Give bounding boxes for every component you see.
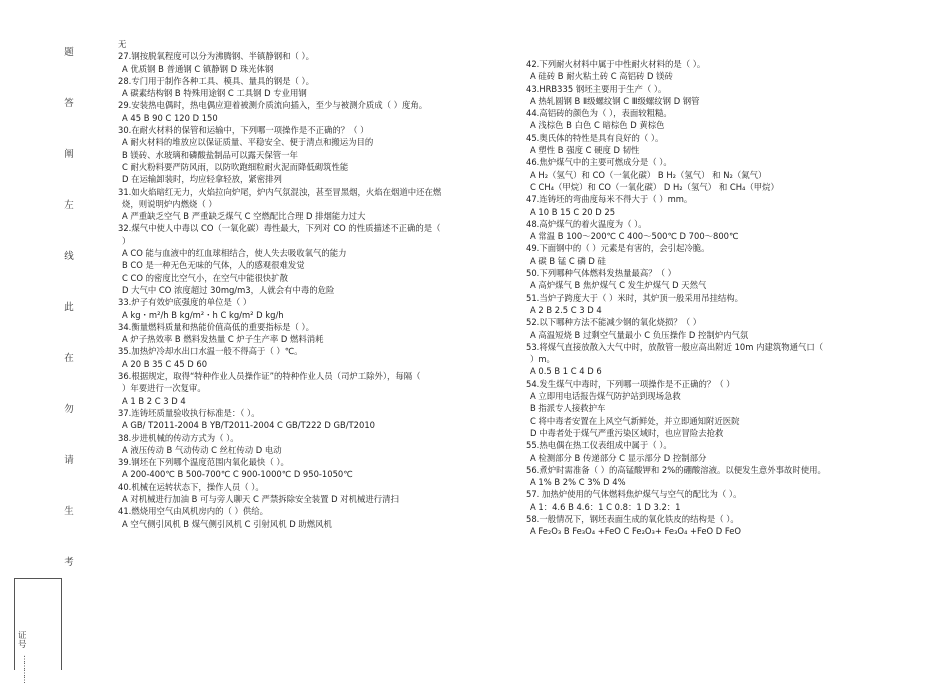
option-line: A 0.5 B 1 C 4 D 6 (530, 366, 602, 377)
question-line: 44.高铝砖的颜色为（ ），表面较粗糙。 (526, 108, 672, 119)
question-line: 46.焦炉煤气中的主要可燃成分是（ ）。 (526, 157, 672, 168)
margin-char: 在 (64, 353, 74, 364)
question-line: 无 (118, 39, 127, 49)
margin-char: 生 (64, 506, 74, 517)
option-line: A 20 B 35 C 45 D 60 (122, 358, 208, 369)
question-line: 48.高炉煤气的着火温度为（ ）。 (526, 218, 647, 229)
option-line: A CO 能与血液中的红血球相结合，使人失去吸收氧气的能力 (122, 248, 347, 259)
option-line: A 200-400℃ B 500-700℃ C 900-1000℃ D 950-1050℃ (122, 469, 353, 480)
question-line: 35.加热炉冷却水出口水温一般不得高于（ ）℃。 (118, 346, 303, 357)
question-continuation: 烧，则说明炉内燃烧（ ） (122, 198, 217, 209)
option-line: A 1% B 2% C 3% D 4% (530, 477, 626, 488)
question-line: 54.发生煤气中毒时，下列哪一项操作是不正确的？（ ） (526, 378, 735, 389)
question-line: 53.将煤气直接放散入大气中时，放散管一般应高出附近 10m 内建筑物通气口（ (526, 341, 824, 352)
option-line: A GB/ T2011-2004 B YB/T2011-2004 C GB/T222 D GB/T2010 (122, 420, 375, 431)
option-line: A 热轧圆钢 B Ⅱ级螺纹钢 C Ⅲ级螺纹钢 D 钢管 (530, 95, 700, 106)
id-number-dashes: ………… (22, 655, 31, 683)
margin-char: 阐 (64, 149, 74, 160)
option-line: B CO 是一种无色无味的气体，人的感观很难发觉 (122, 260, 305, 271)
question-line: 30.在耐火材料的保管和运输中，下列哪一项操作是不正确的？（ ） (118, 125, 369, 136)
option-line: A 碳素结构钢 B 特殊用途钢 C 工具钢 D 专业用钢 (122, 88, 307, 99)
option-line: A 塑性 B 强度 C 硬度 D 韧性 (530, 145, 640, 156)
question-line: 37.连铸坯质量验收执行标准是：（ ）。 (118, 407, 260, 418)
option-line: A 空气侧引风机 B 煤气侧引风机 C 引射风机 D 助燃风机 (122, 518, 332, 529)
option-line: C 耐火粉料要严防风雨，以防吹跑细粒耐火泥而降低砌筑性能 (122, 161, 349, 172)
margin-char: 此 (64, 302, 74, 313)
question-line: 42.下列耐火材料中属于中性耐火材料的是（ ）。 (526, 59, 706, 69)
question-line: 31.如火焰暗红无力，火焰拉向炉尾，炉内气氛混浊，甚至冒黑烟，火焰在烟道中还在燃 (118, 186, 442, 197)
question-line: 52.以下哪种方法不能减少钢的氧化烧损？（ ） (526, 317, 702, 328)
option-line: B 指派专人接救护车 (530, 403, 606, 414)
right-question-column (526, 58, 934, 538)
question-line: 36.根据规定，取得“特种作业人员操作证”的特种作业人员（司炉工除外），每隔（ (118, 371, 421, 382)
option-line: A 严重缺乏空气 B 严重缺乏煤气 C 空燃配比合理 D 排烟能力过大 (122, 211, 366, 222)
option-line: C 将中毒者安置在上风空气新鲜处，并立即通知附近医院 (530, 415, 740, 426)
margin-char: 题 (64, 47, 74, 58)
question-line: 27.钢按脱氧程度可以分为沸腾钢、半镇静钢和（ ）。 (118, 51, 315, 62)
option-line: A 检测部分 B 传递部分 C 显示部分 D 控制部分 (530, 452, 707, 463)
option-line: A 高炉煤气 B 焦炉煤气 C 发生炉煤气 D 天然气 (530, 280, 707, 291)
question-line: 45.奥氏体的特性是具有良好的（ ）。 (526, 132, 664, 143)
question-line: 34.衡量燃料质量和热能价值高低的重要指标是（ ）。 (118, 321, 315, 332)
option-line: A 10 B 15 C 20 D 25 (530, 206, 616, 217)
question-line: 55.热电偶在热工仪表组成中属于（ ）。 (526, 440, 672, 451)
left-question-column (118, 38, 510, 530)
option-line: A 对机械进行加油 B 可与旁人聊天 C 严禁拆除安全装置 D 对机械进行清扫 (122, 493, 399, 504)
margin-char: 考 (64, 557, 74, 568)
option-line: A 立即用电话报告煤气防护站到现场急救 (530, 391, 681, 402)
question-line: 51.当炉子跨度大于（ ）米时，其炉顶一般采用吊挂结构。 (526, 292, 743, 303)
question-line: 33.炉子有效炉底强度的单位是（ ） (118, 297, 252, 308)
option-line: A Fe₂O₃ B Fe₃O₄ +FeO C Fe₂O₃+ Fe₃O₄ +FeO D FeO (530, 526, 742, 537)
option-line: A 碳 B 锰 C 磷 D 硅 (530, 255, 606, 266)
question-line: 58.一般情况下，钢坯表面生成的氧化铁皮的结构是（ ）。 (526, 513, 739, 524)
question-line: 38.步进机械的传动方式为（ ）。 (118, 432, 239, 443)
question-line: 39.钢坯在下列哪个温度范围内氧化最快（ ）。 (118, 457, 289, 468)
option-line: A 45 B 90 C 120 D 150 (122, 112, 218, 123)
option-line: A 浅棕色 B 白色 C 暗棕色 D 黄棕色 (530, 120, 665, 131)
question-line: 41.燃烧用空气由风机房内的（ ）供给。 (118, 506, 268, 517)
question-line: 50.下列哪种气体燃料发热量最高？（ ） (526, 268, 676, 279)
option-line: A 1 B 2 C 3 D 4 (122, 395, 186, 406)
option-line: A 液压传动 B 气动传动 C 丝杠传动 D 电动 (122, 444, 282, 455)
question-line: 56.煮炉时需准备（ ）的高锰酸钾和 2%的硼酸溶液。以便发生意外事故时使用。 (526, 464, 826, 475)
option-line: C CH₄（甲烷）和 CO（一氧化碳） D H₂（氢气） 和 CH₄（甲烷） (530, 181, 779, 192)
option-line: D 在运输卸装时，均应轻拿轻放，紧密排列 (122, 174, 282, 185)
question-line: 57. 加热炉使用的气体燃料焦炉煤气与空气的配比为（ ）。 (526, 489, 742, 500)
option-line: A 2 B 2.5 C 3 D 4 (530, 304, 602, 315)
option-line: A 硅砖 B 耐火粘土砖 C 高铝砖 D 镁砖 (530, 71, 673, 82)
binding-margin-text (58, 48, 80, 568)
margin-char: 勿 (64, 404, 74, 415)
option-line: D 大气中 CO 浓度超过 30mg/m3，人就会有中毒的危险 (122, 284, 335, 295)
option-line: A 炉子热效率 B 燃料发热量 C 炉子生产率 D 燃料消耗 (122, 334, 324, 345)
question-line: 40.机械在运转状态下，操作人员（ ）。 (118, 481, 264, 492)
option-line: A 高温短烧 B 过剩空气量最小 C 负压操作 D 控制炉内气氛 (530, 329, 749, 340)
question-continuation: ）年要进行一次复审。 (122, 383, 206, 394)
option-line: D 中毒者处于煤气严重污染区域时，也应冒险去抢救 (530, 427, 724, 438)
option-line: A H₂（氢气）和 CO（一氧化碳） B H₂（氢气） 和 N₂（氮气） (530, 169, 767, 180)
margin-char: 请 (64, 455, 74, 466)
question-line: 47.连铸坯的弯曲度每米不得大于（ ）mm。 (526, 194, 693, 205)
id-number-label: 证号 (18, 631, 27, 650)
option-line: A 1：4.6 B 4.6：1 C 0.8：1 D 3.2：1 (530, 501, 681, 512)
option-line: A 耐火材料的堆放应以保证质量、平稳安全、便于清点和搬运为目的 (122, 137, 374, 148)
question-line: 49.下面钢中的（ ）元素是有害的，会引起冷脆。 (526, 243, 710, 254)
question-line: 28.专门用于制作各种工具、模具、量具的钢是（ ）。 (118, 75, 315, 86)
option-line: A kg・m²/h B kg/m²・h C kg/m² D kg/h (122, 309, 284, 320)
option-line: A 常温 B 100～200℃ C 400～500℃ D 700～800℃ (530, 231, 739, 242)
margin-char: 线 (64, 251, 74, 262)
option-line: A 优质钢 B 普通钢 C 镇静钢 D 珠光体钢 (122, 63, 274, 74)
option-line: B 镁砖、水玻璃和磷酸盐制品可以露天保管一年 (122, 149, 298, 160)
margin-char: 答 (64, 98, 74, 109)
question-continuation: ） (122, 235, 131, 246)
margin-char: 左 (64, 200, 74, 211)
question-line: 29.安装热电偶时，热电偶应迎着被测介质流向插入，至少与被测介质成（ ）度角。 (118, 100, 428, 111)
option-line: C CO 的密度比空气小，在空气中能很快扩散 (122, 272, 288, 283)
question-continuation: ）m。 (530, 354, 555, 365)
question-line: 43.HRB335 钢坯主要用于生产（ ）。 (526, 83, 667, 94)
question-line: 32.煤气中使人中毒以 CO（一氧化碳）毒性最大，下列对 CO 的性质描述不正确的是（ (118, 223, 441, 234)
